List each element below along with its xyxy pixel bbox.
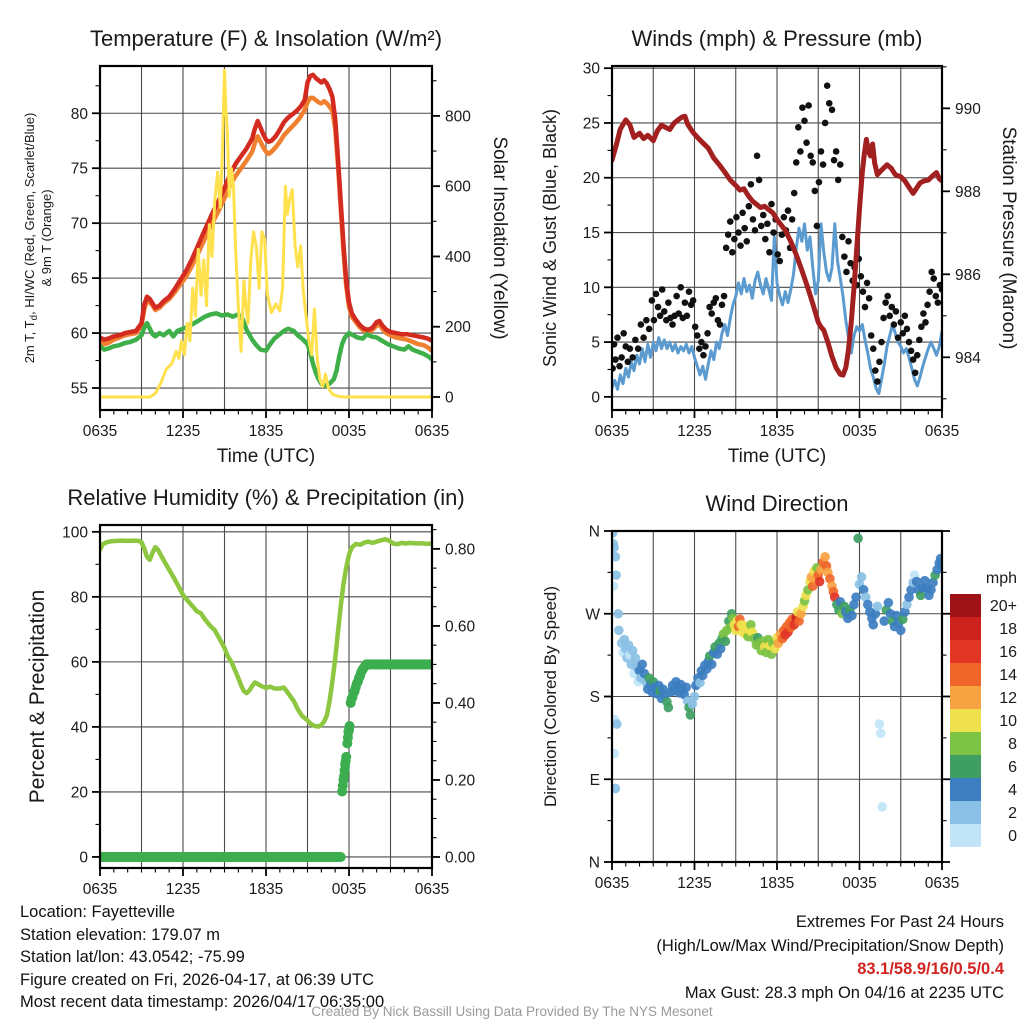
svg-text:W: W (585, 606, 600, 624)
svg-text:20: 20 (582, 170, 600, 188)
svg-text:8: 8 (1008, 736, 1017, 753)
speed-colorbar (950, 570, 1017, 847)
figure-created: Figure created on Fri, 2026-04-17, at 06:39 UTC (20, 970, 375, 989)
svg-text:Percent & Precipitation: Percent & Precipitation (26, 589, 49, 804)
svg-text:0.20: 0.20 (445, 772, 476, 790)
svg-text:20: 20 (70, 784, 88, 802)
svg-text:988: 988 (955, 183, 981, 201)
svg-text:S: S (589, 689, 600, 706)
svg-text:25: 25 (582, 115, 600, 133)
svg-text:12: 12 (999, 690, 1017, 707)
svg-text:5: 5 (591, 334, 600, 352)
svg-text:2m T, Td, HI/WC (Red, Green, S: 2m T, $T_d$, HI/WC (Red, Green, Scarlet/Blue) (22, 112, 40, 364)
svg-text:0: 0 (445, 389, 454, 407)
svg-text:80: 80 (70, 105, 88, 123)
svg-text:0: 0 (591, 389, 600, 407)
svg-text:Time (UTC): Time (UTC) (727, 446, 827, 467)
svg-text:60: 60 (70, 325, 88, 343)
svg-text:984: 984 (955, 349, 981, 367)
credit-line: Created By Nick Bassill Using Data Provided By The NYS Mesonet (311, 1004, 713, 1019)
max-gust: Max Gust: 28.3 mph On 04/16 at 2235 UTC (684, 983, 1004, 1002)
svg-text:0635: 0635 (594, 875, 630, 892)
humidity-precip-panel-title: Relative Humidity (%) & Precipitation (in) (67, 485, 465, 510)
svg-text:N: N (588, 523, 600, 541)
winds-pressure-panel (540, 26, 1019, 467)
svg-text:6: 6 (1008, 759, 1017, 776)
svg-text:0.80: 0.80 (445, 541, 476, 559)
latest-timestamp: Most recent data timestamp: 2026/04/17 06:35:00 (20, 993, 385, 1011)
svg-text:40: 40 (70, 719, 88, 737)
svg-text:1835: 1835 (248, 423, 284, 440)
wind-direction-panel (541, 491, 1017, 892)
svg-text:14: 14 (999, 667, 1017, 684)
svg-text:1835: 1835 (248, 881, 284, 898)
svg-text:1835: 1835 (759, 423, 795, 440)
svg-text:0035: 0035 (842, 423, 877, 440)
svg-text:Solar Insolation (Yellow): Solar Insolation (Yellow) (489, 136, 510, 340)
svg-text:0: 0 (1008, 828, 1017, 845)
svg-text:mph: mph (985, 570, 1017, 587)
svg-text:0.00: 0.00 (445, 849, 476, 867)
svg-text:75: 75 (70, 160, 88, 178)
svg-text:0.60: 0.60 (445, 618, 476, 636)
svg-text:200: 200 (445, 319, 471, 337)
temperature-insolation-panel (22, 26, 510, 467)
svg-text:16: 16 (999, 644, 1017, 661)
svg-text:N: N (588, 854, 600, 872)
svg-text:Sonic Wind & Gust (Blue, Black: Sonic Wind & Gust (Blue, Black) (540, 108, 560, 368)
svg-text:800: 800 (445, 108, 471, 126)
extremes-title: Extremes For Past 24 Hours (795, 913, 1004, 931)
svg-text:80: 80 (70, 589, 88, 607)
svg-text:& 9m T (Orange): & 9m T (Orange) (39, 189, 54, 287)
svg-text:0035: 0035 (331, 423, 367, 440)
winds-pressure-panel-title: Winds (mph) & Pressure (mb) (631, 26, 923, 51)
svg-text:4: 4 (1008, 782, 1017, 799)
svg-text:20+: 20+ (989, 598, 1017, 615)
svg-text:1235: 1235 (165, 423, 201, 440)
svg-text:2: 2 (1008, 805, 1017, 822)
svg-text:986: 986 (955, 266, 981, 284)
svg-text:30: 30 (582, 60, 600, 78)
svg-text:600: 600 (445, 178, 471, 196)
svg-text:Time (UTC): Time (UTC) (216, 446, 316, 467)
svg-text:0635: 0635 (924, 423, 960, 440)
svg-text:1835: 1835 (759, 875, 795, 892)
extremes-values: 83.1/58.9/16/0.5/0.4 (857, 960, 1004, 978)
svg-text:400: 400 (445, 248, 471, 266)
svg-text:1235: 1235 (677, 423, 712, 440)
svg-text:15: 15 (582, 225, 600, 243)
svg-text:0.40: 0.40 (445, 695, 476, 713)
svg-text:100: 100 (62, 524, 88, 542)
svg-text:Station Pressure (Maroon): Station Pressure (Maroon) (998, 126, 1019, 350)
svg-text:0635: 0635 (82, 423, 118, 440)
temperature-insolation-panel-title: Temperature (F) & Insolation (W/m²) (89, 26, 443, 51)
svg-text:55: 55 (70, 380, 88, 398)
svg-text:0635: 0635 (414, 881, 450, 898)
station-latlon: Station lat/lon: 43.0542; -75.99 (20, 948, 245, 966)
svg-text:10: 10 (999, 713, 1017, 730)
svg-text:0035: 0035 (331, 881, 367, 898)
svg-text:990: 990 (955, 100, 981, 118)
svg-text:0635: 0635 (82, 881, 118, 898)
svg-text:0635: 0635 (594, 423, 630, 440)
extremes-info (656, 911, 1004, 1005)
svg-text:10: 10 (582, 279, 600, 297)
station-elevation: Station elevation: 179.07 m (20, 925, 220, 944)
svg-text:18: 18 (999, 621, 1017, 638)
svg-text:65: 65 (70, 270, 88, 288)
svg-text:1235: 1235 (677, 875, 712, 892)
svg-text:60: 60 (70, 654, 88, 672)
svg-text:Direction (Colored By Speed): Direction (Colored By Speed) (541, 585, 560, 808)
svg-text:1235: 1235 (165, 881, 201, 898)
svg-text:0035: 0035 (842, 875, 877, 892)
extremes-subtitle: (High/Low/Max Wind/Precipitation/Snow Depth) (656, 936, 1004, 955)
wind-direction-panel-title: Wind Direction (705, 491, 849, 516)
station-info (20, 901, 384, 1014)
svg-text:0: 0 (79, 849, 88, 867)
svg-text:0635: 0635 (924, 875, 960, 892)
humidity-precip-panel (26, 485, 476, 898)
svg-text:70: 70 (70, 215, 88, 233)
svg-text:E: E (589, 771, 600, 789)
station-location: Location: Fayetteville (20, 903, 176, 921)
svg-text:0635: 0635 (414, 423, 450, 440)
